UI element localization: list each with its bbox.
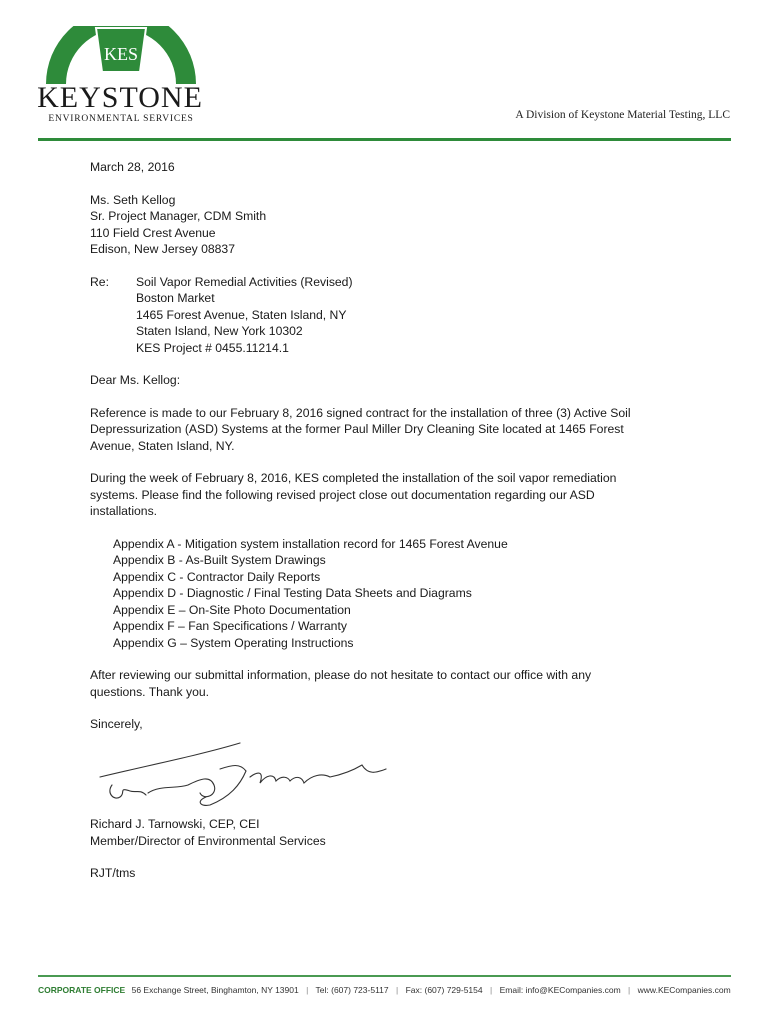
letter-date: March 28, 2016	[90, 160, 175, 174]
recipient-line: Edison, New Jersey 08837	[90, 242, 235, 256]
recipient-line: Ms. Seth Kellog	[90, 192, 176, 207]
subject-line: Soil Vapor Remedial Activities (Revised)	[136, 274, 353, 289]
appendix-item: Appendix G – System Operating Instructions	[113, 635, 354, 650]
paragraph-line: Avenue, Staten Island, NY.	[90, 438, 235, 453]
paragraph-line: Depressurization (ASD) Systems at the former Paul Miller Dry Cleaning Site located at 1465 Forest	[90, 422, 624, 436]
subject-line: 1465 Forest Avenue, Staten Island, NY	[136, 307, 347, 322]
appendix-item: Appendix C - Contractor Daily Reports	[113, 569, 321, 584]
office-fax: Fax: (607) 729-5154	[405, 985, 483, 995]
office-label: CORPORATE OFFICE	[38, 985, 126, 995]
appendix-item: Appendix A - Mitigation system installation record for 1465 Forest Avenue	[113, 536, 508, 551]
monogram-text: KES	[103, 44, 139, 64]
subject-label: Re:	[90, 274, 109, 289]
paragraph-completion	[90, 470, 690, 520]
recipient-line: 110 Field Crest Avenue	[90, 225, 216, 240]
division-line: A Division of Keystone Material Testing, LLC	[515, 109, 730, 121]
paragraph-line: Reference is made to our February 8, 2016 signed contract for the installation of three (3) Active Soil	[90, 405, 631, 420]
office-email[interactable]: Email: info@KECompanies.com	[499, 985, 621, 995]
header-divider	[38, 138, 731, 141]
keystone-arch-icon	[36, 26, 206, 86]
subject-line: Boston Market	[136, 291, 215, 305]
handwritten-signature	[90, 735, 400, 815]
paragraph-line: questions. Thank you.	[90, 684, 210, 699]
appendix-item: Appendix B - As-Built System Drawings	[113, 553, 326, 567]
subject-block	[90, 274, 690, 357]
letter-body	[90, 159, 690, 733]
appendix-item: Appendix E – On-Site Photo Documentation	[113, 602, 351, 617]
office-tel: Tel: (607) 723-5117	[315, 985, 389, 995]
paragraph-reference	[90, 405, 690, 455]
closing: Sincerely,	[90, 717, 143, 731]
subject-line: KES Project # 0455.11214.1	[136, 340, 289, 355]
office-website[interactable]: www.KECompanies.com	[637, 985, 731, 995]
recipient-line: Sr. Project Manager, CDM Smith	[90, 209, 267, 223]
appendix-item: Appendix F – Fan Specifications / Warranty	[113, 619, 347, 633]
paragraph-line: During the week of February 8, 2016, KES completed the installation of the soil vapor remediation	[90, 471, 617, 485]
company-logo	[36, 26, 206, 122]
recipient-block	[90, 192, 690, 258]
appendix-list	[113, 536, 690, 652]
signer-block	[90, 816, 326, 882]
paragraph-closing	[90, 667, 690, 700]
paragraph-line: installations.	[90, 504, 158, 518]
salutation: Dear Ms. Kellog:	[90, 373, 181, 387]
footer-divider	[38, 975, 731, 977]
company-name: KEYSTONE	[37, 81, 203, 114]
initials: RJT/tms	[90, 866, 136, 880]
footer-contact: CORPORATE OFFICE 56 Exchange Street, Binghamton, NY 13901 | Tel: (607) 723-5117 | Fax: (607) 729-5154 | Email: info@KECompanies.com | www.KECompanies.com	[38, 985, 731, 995]
signer-title: Member/Director of Environmental Services	[90, 833, 326, 848]
office-address: 56 Exchange Street, Binghamton, NY 13901	[131, 985, 299, 995]
paragraph-line: systems. Please find the following revised project close out documentation regarding our ASD	[90, 487, 595, 502]
paragraph-line: After reviewing our submittal information, please do not hesitate to contact our office with any	[90, 668, 592, 682]
appendix-item: Appendix D - Diagnostic / Final Testing Data Sheets and Diagrams	[113, 586, 472, 600]
company-subtitle: ENVIRONMENTAL SERVICES	[48, 114, 194, 124]
signer-name: Richard J. Tarnowski, CEP, CEI	[90, 817, 260, 831]
subject-line: Staten Island, New York 10302	[136, 324, 303, 338]
